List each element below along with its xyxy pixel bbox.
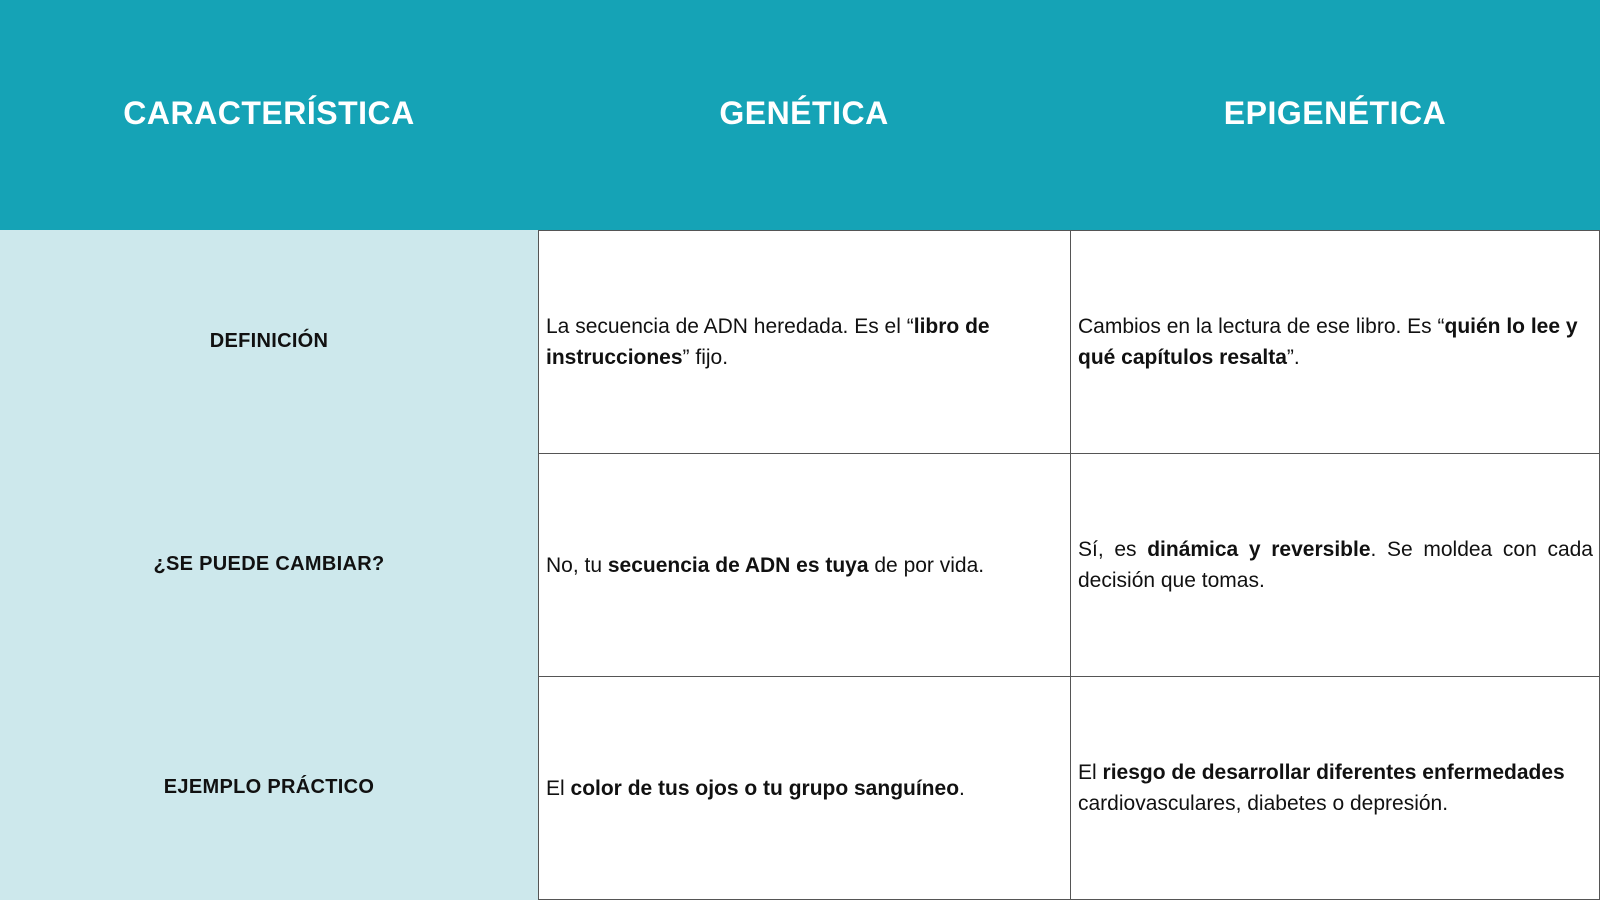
text-part: El: [546, 776, 571, 800]
text-part: Sí, es: [1078, 538, 1148, 561]
cell-ejemplo-genetica: [538, 676, 1071, 900]
text-bold: quién lo lee y qué capítulos resalta: [1078, 315, 1578, 369]
text-part: El: [1078, 761, 1103, 784]
text-part: . Se moldea con cada decisión que tomas.: [1078, 538, 1593, 592]
text-part: Cambios en la lectura de ese libro. Es “: [1078, 315, 1445, 338]
row-label-ejemplo-practico: EJEMPLO PRÁCTICO: [163, 776, 375, 798]
text-part: de por vida.: [868, 553, 985, 577]
row-label-se-puede-cambiar: ¿SE PUEDE CAMBIAR?: [153, 553, 385, 575]
cell-cambiar-genetica: [538, 453, 1071, 677]
table-header: [0, 0, 1600, 230]
cell-text: [546, 773, 1064, 804]
cell-definicion-epigenetica: [1070, 230, 1600, 454]
cell-text: [546, 311, 1064, 373]
header-caracteristica: [0, 0, 538, 230]
header-epigenetica: [1070, 0, 1600, 230]
text-bold: dinámica y reversible: [1147, 538, 1371, 561]
table-body: [538, 230, 1600, 900]
cell-text: [1078, 311, 1593, 373]
cell-text: [1078, 757, 1593, 819]
cell-text: [546, 550, 1064, 581]
text-part: La secuencia de ADN heredada. Es el “: [546, 315, 914, 338]
header-genetica: [538, 0, 1070, 230]
text-bold: libro de instrucciones: [546, 315, 990, 369]
cell-ejemplo-epigenetica: [1070, 676, 1600, 900]
cell-cambiar-epigenetica: [1070, 453, 1600, 677]
text-bold: riesgo de desarrollar diferentes enfermedades: [1102, 761, 1565, 784]
header-caracteristica-label: CARACTERÍSTICA: [123, 94, 415, 131]
cell-text: [1078, 534, 1593, 596]
header-epigenetica-label: EPIGENÉTICA: [1223, 94, 1447, 131]
text-part: ” fijo.: [682, 346, 729, 369]
text-part: cardiovasculares, diabetes o depresión.: [1078, 792, 1449, 815]
text-part: ”.: [1286, 346, 1300, 369]
text-bold: color de tus ojos o tu grupo sanguíneo: [570, 776, 960, 800]
text-part: No, tu: [546, 553, 608, 577]
text-part: .: [959, 776, 965, 800]
cell-definicion-genetica: [538, 230, 1071, 454]
row-label-definicion: DEFINICIÓN: [209, 330, 329, 352]
header-genetica-label: GENÉTICA: [719, 94, 889, 131]
text-bold: secuencia de ADN es tuya: [607, 553, 869, 577]
characteristic-column: [0, 230, 538, 900]
